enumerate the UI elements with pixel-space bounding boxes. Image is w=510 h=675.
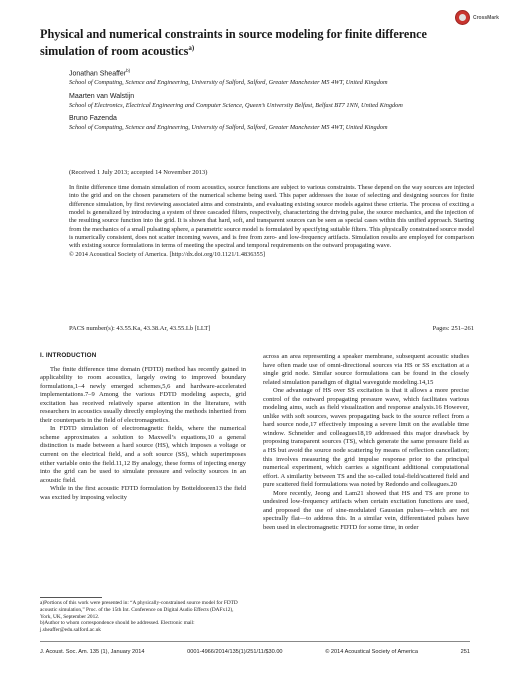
- page-range: Pages: 251–261: [432, 325, 474, 332]
- body-paragraph: The finite difference time domain (FDTD) method has recently gained in applicability to room acoustics, largely owing to improved boundary formulations,1–4 newly emerged schemes,5,6 and hardware-accelerated implementations.7–9 Among the various FDTD modeling aspects, grid excitation has received relatively sparse attention in the literature, with researchers in acoustics usually directly employing the methods inherited from their counterparts in the field of electromagnetics.: [40, 365, 246, 424]
- footnotes: [40, 600, 246, 634]
- right-column: [263, 353, 469, 532]
- footer-divider: [40, 641, 470, 642]
- crossmark-icon: [455, 10, 470, 25]
- author-name: Bruno Fazenda: [69, 114, 117, 122]
- left-column: [40, 352, 246, 502]
- crossmark-badge[interactable]: [455, 10, 499, 25]
- author-name-text: Jonathan Sheaffer: [69, 70, 127, 78]
- article-title: [40, 27, 470, 58]
- author-block: [69, 92, 469, 110]
- page-number: 251: [460, 649, 470, 655]
- author-affiliation: School of Electronics, Electrical Engineering and Computer Science, Queen’s University Belfast, Belfast BT7 1NN, United Kingdom: [69, 101, 403, 109]
- title-footnote-marker: a): [188, 44, 195, 52]
- crossmark-label: CrossMark: [473, 14, 499, 21]
- author-affiliation: School of Computing, Science and Engineering, University of Salford, Salford, Greater Manchester M5 4WT, United Kingdom: [69, 79, 388, 87]
- body-paragraph: In FDTD simulation of electromagnetic fields, where the numerical scheme approximates a solution to Maxwell’s equations,10 a general distinction is made between a hard source (HS), which imposes a voltage or current on the electrical field, and a soft source (SS), which superimposes either variable onto the field.11,12 By analogy, these forms of injecting energy into the grid can be used to simulate pressure and velocity sources in an acoustic field.: [40, 425, 246, 484]
- received-dates: (Received 1 July 2013; accepted 14 November 2013): [69, 169, 208, 176]
- abstract-copyright: © 2014 Acoustical Society of America.: [69, 250, 168, 258]
- pacs-numbers: PACS number(s): 43.55.Ka, 43.38.Ar, 43.55.Lb [LLT]: [69, 325, 211, 332]
- body-paragraph: More recently, Jeong and Lam21 showed that HS and TS are prone to undesired low-frequency artifacts when certain excitation functions are used, and proposed the use of sine-modulated Gaussian pulses—which are not spectrally flat—to address this. In a similar vein, differentiated pulses have been used in electromagnetic FDTD for some time, in order: [263, 489, 469, 531]
- author-block: [69, 66, 469, 88]
- author-footnote-marker: b): [126, 68, 131, 73]
- title-text: Physical and numerical constraints in source modeling for finite difference simulation of room acoustics: [40, 27, 427, 59]
- footer-journal: J. Acoust. Soc. Am. 135 (1), January 2014: [40, 649, 145, 655]
- footnote-divider: [40, 597, 102, 598]
- body-paragraph: One advantage of HS over SS excitation is that it allows a more precise control of the outward propagating pressure wave, which facilitates various modeling aims, such as field visualization and response analysis.16 However, unlike with soft sources, waves propagating back to the source reflect from a hard source node,17 effectively imposing a severe limit on the available time window. Schneider and colleagues18,19 addressed this major drawback by proposing transparent sources (TS), which generate the same pressure field as a HS but avoid the source node scattering by means of reflection cancellation; this involves measuring the grid impulse response prior to the principal numerical experiment, which carries a significant additional computational effort. A similarity between TS and the so-called total-field/scattered field and pure scattered field formulations was noted by Redondo and colleagues.20: [263, 387, 469, 489]
- author-block: [69, 114, 469, 132]
- footnote: b)Author to whom correspondence should be addressed. Electronic mail: j.sheaffer@edu.salford.ac.uk: [40, 620, 195, 634]
- section-heading: I. INTRODUCTION: [40, 352, 97, 359]
- footer-copyright: © 2014 Acoustical Society of America: [325, 649, 418, 655]
- body-paragraph: across an area representing a speaker membrane, subsequent acoustic studies have often made use of omni-directional sources via HS or SS excitation at a single grid node. Similar source formulations can be found in the closely related simulation paradigm of digital waveguide modeling.14,15: [263, 353, 469, 386]
- author-affiliation: School of Computing, Science and Engineering, University of Salford, Salford, Greater Manchester M5 4WT, United Kingdom: [69, 123, 388, 131]
- author-list: [69, 66, 469, 136]
- abstract-text: In finite difference time domain simulation of room acoustics, source functions are subject to various constraints. These depend on the way sources are injected into the grid and on the chosen parameters of the numerical scheme being used. This paper addresses the issue of selecting and designing sources for finite difference simulation, by first reviewing associated aims and constraints, and evaluating existing source models against these criteria. The process of exciting a model is generalized by introducing a system of three cascaded filters, respectively, characterizing the driving pulse, the source mechanics, and the injection of the resulting source function into the grid. It is shown that hard, soft, and transparent sources can be seen as special cases within this unified approach. Starting from the mechanics of a small pulsating sphere, a parametric source model is formulated by specifying suitable filters. This physically constrained source model is numerically consistent, does not scatter incoming waves, and is free from zero- and low-frequency artifacts. Simulation results are employed for comparison with existing source formulations in terms of meeting the spectral and temporal requirements on the outward propagating wave.: [69, 184, 474, 250]
- author-name: Maarten van Walstijn: [69, 92, 135, 100]
- pacs-row: [69, 325, 474, 332]
- page-footer: [40, 649, 470, 655]
- abstract: [69, 184, 474, 259]
- body-paragraph: While in the first acoustic FDTD formulation by Botteldooren13 the field was excited by imposing velocity: [40, 485, 246, 501]
- doi-link[interactable]: [http://dx.doi.org/10.1121/1.4836355]: [169, 250, 265, 258]
- footnote: a)Portions of this work were presented in: “A physically-constrained source model for FDTD acoustic simulation,” Proc. of the 15th Int. Conference on Digital Audio Effects (DAFx12), York, UK, September 2012.: [40, 600, 238, 620]
- author-name: [69, 66, 469, 79]
- footer-code: 0001-4966/2014/135(1)/251/11/$30.00: [187, 649, 283, 655]
